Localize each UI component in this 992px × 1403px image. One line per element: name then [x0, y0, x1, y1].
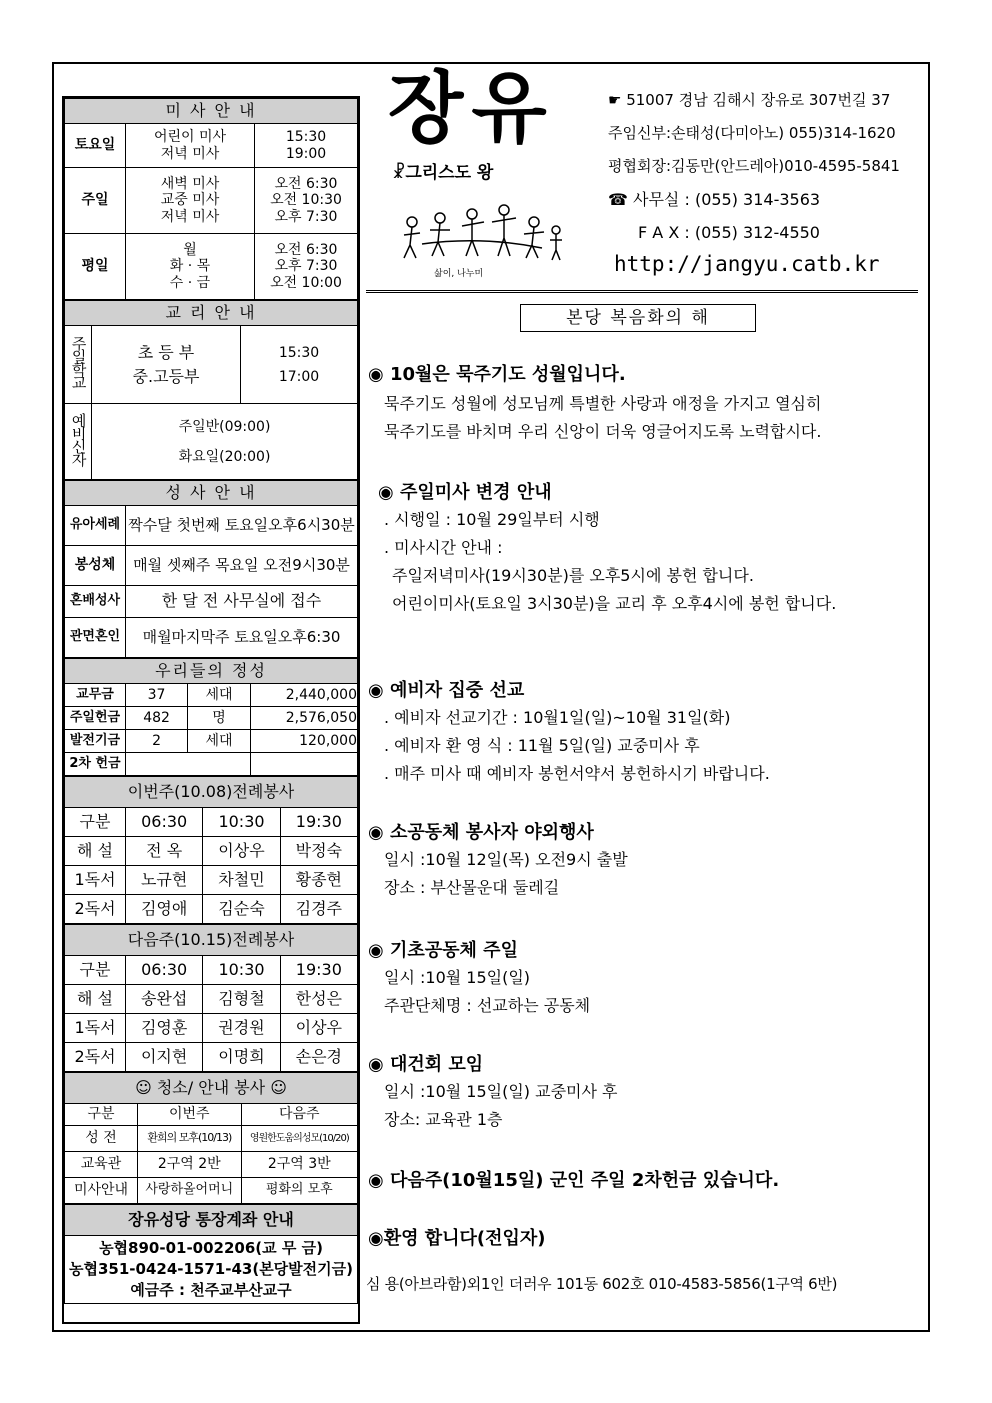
offer-amount — [251, 753, 358, 776]
lit-person: 김경주 — [280, 895, 357, 924]
mass-time: 오전 10:30 — [270, 192, 342, 209]
offer-unit: 세대 — [188, 684, 251, 707]
mass-name: 화 · 목 — [169, 258, 211, 275]
lit-person: 김형철 — [203, 985, 280, 1014]
notice-line: . 예비자 환 영 식 : 11월 5일(일) 교중미사 후 — [384, 736, 700, 755]
lit-person: 이상우 — [280, 1014, 357, 1043]
mass-time: 19:00 — [285, 145, 327, 162]
mass-time: 15:30 — [285, 129, 327, 146]
lit-person: 이명희 — [203, 1043, 280, 1072]
mass-time: 오전 10:00 — [270, 274, 342, 291]
contact-info — [608, 84, 900, 249]
notice-line: 일시 :10월 15일(일) — [384, 968, 531, 987]
mass-name: 저녁 미사 — [160, 145, 220, 162]
notice-body — [384, 506, 836, 618]
mass-time: 오전 6:30 — [274, 242, 338, 259]
notice-heading: ◉환영 합니다(전입자) — [368, 1228, 546, 1249]
lit-person: 김영훈 — [126, 1014, 203, 1043]
notice-line: . 시행일 : 10월 29일부터 시행 — [384, 510, 600, 529]
offer-amount: 2,576,050 — [251, 707, 358, 730]
lit-head: 19:30 — [280, 956, 357, 985]
office-phone: 사무실 : (055) 314-3563 — [633, 190, 821, 209]
clean-head: 다음주 — [241, 1104, 357, 1126]
notice-line: 어린이미사(토요일 3시30분)을 교리 후 오후4시에 봉헌 합니다. — [392, 594, 837, 613]
lit-role: 1독서 — [65, 1014, 126, 1043]
offer-amount: 2,440,000 — [251, 684, 358, 707]
offer-unit: 세대 — [188, 730, 251, 753]
lit-head: 19:30 — [280, 808, 357, 837]
clean-group: 사랑하올어머니 — [138, 1178, 242, 1204]
litw1-title: 이번주(10.08)전례봉사 — [65, 777, 358, 808]
address: 51007 경남 김해시 장유로 307번길 37 — [626, 91, 891, 109]
edu-title: 교 리 안 내 — [65, 301, 358, 326]
litw2-title: 다음주(10.15)전례봉사 — [65, 925, 358, 956]
lit-person: 김순숙 — [203, 895, 280, 924]
offer-label: 교무금 — [65, 684, 126, 707]
liturgy-next-week-table — [64, 924, 358, 1072]
lit-person: 김영애 — [126, 895, 203, 924]
notice-heading: ◉ 주일미사 변경 안내 — [378, 482, 552, 503]
catechumen-label: 예비신자 — [69, 413, 88, 466]
offer-title: 우리들의 정성 — [65, 659, 358, 684]
info-column — [62, 96, 360, 1324]
clean-group: 2구역 3반 — [241, 1152, 357, 1178]
notice-heading: ◉ 다음주(10월15일) 군인 주일 2차헌금 있습니다. — [368, 1170, 780, 1191]
notice-line: 주일저녁미사(19시30분)를 오후5시에 봉헌 합니다. — [392, 566, 754, 585]
sacr-value: 짝수달 첫번째 토요일오후6시30분 — [126, 506, 358, 546]
offering-table — [64, 658, 358, 776]
pointing-hand-icon: ☛ — [608, 91, 627, 109]
notice-body — [384, 846, 628, 902]
bulletin-title: 장유 — [388, 64, 555, 154]
bank-holder: 예금주 : 천주교부산교구 — [130, 1281, 292, 1299]
lit-head: 구분 — [65, 956, 126, 985]
mass-title: 미 사 안 내 — [65, 99, 358, 124]
mass-name: 월 — [183, 242, 197, 259]
offer-amount: 120,000 — [251, 730, 358, 753]
lit-head: 06:30 — [126, 808, 203, 837]
sacr-label: 혼배성사 — [65, 586, 126, 618]
notice-body — [384, 1078, 618, 1134]
mass-name: 수 · 금 — [169, 274, 211, 291]
notice-line: 심 용(아브라함)외1인 더러우 101동 602호 010-4583-5856(1구역 6반) — [366, 1275, 838, 1293]
clean-group: 환희의 모후(10/13) — [138, 1126, 242, 1152]
notice-body — [384, 704, 770, 788]
lit-role: 해 설 — [65, 985, 126, 1014]
notice-heading: ◉ 대건회 모임 — [368, 1054, 484, 1075]
lit-person: 박정숙 — [280, 837, 357, 866]
lit-role: 해 설 — [65, 837, 126, 866]
notice-line: 장소 : 부산몰운대 둘레길 — [384, 878, 560, 897]
edu-group: 초 등 부 — [137, 342, 195, 362]
lit-role: 2독서 — [65, 895, 126, 924]
notice-line: 일시 :10월 12일(목) 오전9시 출발 — [384, 850, 628, 869]
clean-group: 2구역 2반 — [138, 1152, 242, 1178]
notice-line: . 예비자 선교기간 : 10월1일(일)~10월 31일(화) — [384, 708, 731, 727]
president: 평협회장:김동만(안드레아)010-4595-5841 — [608, 157, 900, 175]
notice-line: . 매주 미사 때 예비자 봉헌서약서 봉헌하시기 바랍니다. — [384, 764, 770, 783]
notice-line: 장소: 교육관 1층 — [384, 1110, 503, 1129]
fax: F A X : (055) 312-4550 — [638, 223, 820, 242]
lit-role: 1독서 — [65, 866, 126, 895]
lit-head: 10:30 — [203, 956, 280, 985]
sacrament-table — [64, 480, 358, 658]
bulletin-subtitle: ☧그리스도 왕 — [392, 163, 494, 183]
phone-icon: ☎ — [608, 190, 634, 209]
notice-heading: ◉ 예비자 집중 선교 — [368, 680, 525, 701]
notice-heading: ◉ 소공동체 봉사자 야외행사 — [368, 822, 594, 843]
header-divider — [366, 290, 918, 293]
notice-body — [384, 390, 821, 446]
lit-person: 황종현 — [280, 866, 357, 895]
offer-label: 주일헌금 — [65, 707, 126, 730]
lit-person: 권경원 — [203, 1014, 280, 1043]
clean-area: 성 전 — [65, 1126, 138, 1152]
offer-count: 37 — [126, 684, 188, 707]
lit-person: 송완섭 — [126, 985, 203, 1014]
clean-title: ☺ 청소/ 안내 봉사 ☺ — [65, 1073, 358, 1104]
notice-heading: ◉ 기초공동체 주일 — [368, 940, 518, 961]
bank-table — [64, 1204, 358, 1304]
school-label: 주일학교 — [69, 336, 88, 389]
lit-person: 이상우 — [203, 837, 280, 866]
sacr-label: 유아세례 — [65, 506, 126, 546]
mass-name: 어린이 미사 — [153, 129, 227, 146]
sacr-value: 매월 셋째주 목요일 오전9시30분 — [126, 546, 358, 586]
clean-area: 미사안내 — [65, 1178, 138, 1204]
weekday-label: 평일 — [65, 234, 126, 300]
clean-group: 영원한도움의성모(10/20) — [241, 1126, 357, 1152]
cat-time: 주일반(09:00) — [178, 418, 271, 435]
notice-line: 주관단체명 : 선교하는 공동체 — [384, 996, 591, 1015]
edu-group: 중.고등부 — [132, 366, 200, 386]
cleaning-table — [64, 1072, 358, 1204]
clean-area: 교육관 — [65, 1152, 138, 1178]
bank-account: 농협890-01-002206(교 무 금) — [99, 1239, 323, 1257]
lit-person: 이지현 — [126, 1043, 203, 1072]
edu-time: 17:00 — [278, 368, 320, 385]
lit-person: 손은경 — [280, 1043, 357, 1072]
edu-time: 15:30 — [278, 344, 320, 361]
mass-time: 오후 7:30 — [274, 208, 338, 225]
edu-table — [64, 300, 358, 480]
lit-person: 전 옥 — [126, 837, 203, 866]
lit-head: 06:30 — [126, 956, 203, 985]
notice-line: 묵주기도 성월에 성모님께 특별한 사랑과 애정을 가지고 열심히 — [384, 394, 822, 413]
notice-line: 묵주기도를 바치며 우리 신앙이 더욱 영글어지도록 노력합시다. — [384, 422, 822, 441]
notice-line: . 미사시간 안내 : — [384, 538, 503, 557]
mass-time: 오전 6:30 — [274, 176, 338, 193]
mass-name: 새벽 미사 — [160, 176, 220, 193]
mass-name: 교중 미사 — [160, 192, 220, 209]
sacr-value: 매월마지막주 토요일오후6:30 — [126, 618, 358, 658]
sacr-title: 성 사 안 내 — [65, 481, 358, 506]
priest: 주임신부:손태성(다미아노) 055)314-1620 — [608, 124, 896, 142]
notice-body — [384, 964, 590, 1020]
lit-person: 노규현 — [126, 866, 203, 895]
bank-account: 농협351-0424-1571-43(본당발전기금) — [69, 1260, 353, 1278]
offer-count: 482 — [126, 707, 188, 730]
art-caption: 삶이, 나누미 — [434, 269, 484, 279]
year-title: 본당 복음화의 해 — [520, 304, 756, 332]
sat-label: 토요일 — [65, 124, 126, 168]
community-illustration — [392, 200, 568, 280]
sacr-label: 봉성체 — [65, 546, 126, 586]
website-link[interactable]: http://jangyu.catb.kr — [614, 252, 880, 276]
liturgy-this-week-table — [64, 776, 358, 924]
offer-label: 2차 헌금 — [65, 753, 126, 776]
notice-heading: ◉ 10월은 묵주기도 성월입니다. — [368, 364, 626, 385]
lit-person: 차철민 — [203, 866, 280, 895]
clean-head: 구분 — [65, 1104, 138, 1126]
lit-head: 10:30 — [203, 808, 280, 837]
offer-count — [126, 753, 251, 776]
mass-table — [64, 98, 358, 300]
lit-head: 구분 — [65, 808, 126, 837]
offer-unit: 명 — [188, 707, 251, 730]
sacr-value: 한 달 전 사무실에 접수 — [126, 586, 358, 618]
mass-name: 저녁 미사 — [160, 208, 220, 225]
clean-group: 평화의 모후 — [241, 1178, 357, 1204]
mass-time: 오후 7:30 — [274, 258, 338, 275]
offer-label: 발전기금 — [65, 730, 126, 753]
offer-count: 2 — [126, 730, 188, 753]
lit-person: 한성은 — [280, 985, 357, 1014]
cat-time: 화요일(20:00) — [178, 448, 271, 465]
lit-role: 2독서 — [65, 1043, 126, 1072]
sun-label: 주일 — [65, 168, 126, 234]
bank-title: 장유성당 통장계좌 안내 — [65, 1205, 358, 1236]
notice-line: 일시 :10월 15일(일) 교중미사 후 — [384, 1082, 618, 1101]
clean-head: 이번주 — [138, 1104, 242, 1126]
sacr-label: 관면혼인 — [65, 618, 126, 658]
